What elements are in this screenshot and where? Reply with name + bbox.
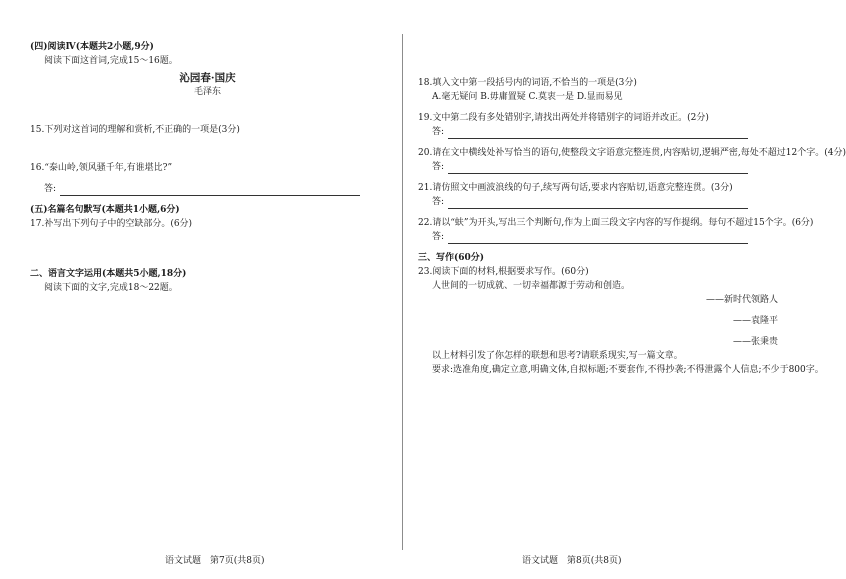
question-19: 19.文中第二段有多处错别字,请找出两处并将错别字的词语并改正。(2分) [418, 113, 709, 123]
answer-line-19 [418, 125, 778, 139]
poem-author: 毛泽东 [193, 87, 221, 97]
section-heading-language-use: 二、语言文字运用(本题共5小题,18分) [30, 269, 187, 279]
quote-3-source: ——张秉贵 [732, 337, 778, 347]
reading-4-instruction: 阅读下面这首词,完成15～16题。 [44, 56, 178, 66]
section-heading-reading-4: (四)阅读Ⅳ(本题共2小题,9分) [30, 42, 154, 52]
question-16: 16.“泰山岭,领风骚千年,有谁堪比?” [30, 163, 173, 173]
question-18: 18.填入文中第一段括号内的词语,不恰当的一项是(3分) [418, 78, 637, 88]
question-18-options: A.毫无疑问 B.毋庸置疑 C.莫衷一是 D.显而易见 [432, 92, 623, 102]
left-page [30, 40, 385, 295]
section-heading-writing: 三、写作(60分) [418, 253, 485, 263]
answer-line-21 [418, 195, 778, 209]
language-use-instruction: 阅读下面的文字,完成18～22题。 [44, 283, 178, 293]
quote-1-source: ——新时代领路人 [705, 295, 778, 305]
column-divider [402, 34, 403, 550]
answer-rule [448, 235, 748, 244]
answer-rule [448, 165, 748, 174]
poem-title: 沁园春·国庆 [179, 72, 236, 84]
answer-line-16 [30, 182, 385, 196]
answer-rule [60, 187, 360, 196]
answer-rule [448, 200, 748, 209]
question-22: 22.请以“蚨”为开头,写出三个判断句,作为上面三段文字内容的写作提纲。每句不超过15个字。(6分) [418, 218, 814, 228]
answer-label: 答: [432, 232, 445, 242]
question-21: 21.请仿照文中画波浪线的句子,续写两句话,要求内容贴切,语意完整连贯。(3分) [418, 183, 733, 193]
material-quote-1: 人世间的一切成就、一切幸福都源于劳动和创造。 [432, 281, 631, 291]
page-footer-left: 语文试题 第7页(共8页) [165, 556, 265, 566]
question-15: 15.下列对这首词的理解和赏析,不正确的一项是(3分) [30, 125, 240, 135]
question-20: 20.请在文中横线处补写恰当的语句,使整段文字语意完整连贯,内容贴切,逻辑严密,每处不超过12个字。(4分) [418, 148, 846, 158]
right-page [418, 40, 846, 377]
answer-label: 答: [432, 162, 445, 172]
answer-line-20 [418, 160, 778, 174]
writing-task: 以上材料引发了你怎样的联想和思考?请联系现实,写一篇文章。 [432, 351, 683, 361]
quote-2-source: ——袁隆平 [732, 316, 778, 326]
question-17: 17.补写出下列句子中的空缺部分。(6分) [30, 219, 193, 229]
page-footer-right: 语文试题 第8页(共8页) [522, 556, 622, 566]
answer-label: 答: [432, 197, 445, 207]
answer-rule [448, 130, 748, 139]
answer-label: 答: [432, 127, 445, 137]
writing-requirements: 要求:选准角度,确定立意,明确文体,自拟标题;不要套作,不得抄袭;不得泄露个人信息;不少于800字。 [432, 365, 824, 375]
answer-label: 答: [44, 184, 57, 194]
section-heading-recitation: (五)名篇名句默写(本题共1小题,6分) [30, 205, 180, 215]
question-23: 23.阅读下面的材料,根据要求写作。(60分) [418, 267, 589, 277]
answer-line-22 [418, 230, 778, 244]
